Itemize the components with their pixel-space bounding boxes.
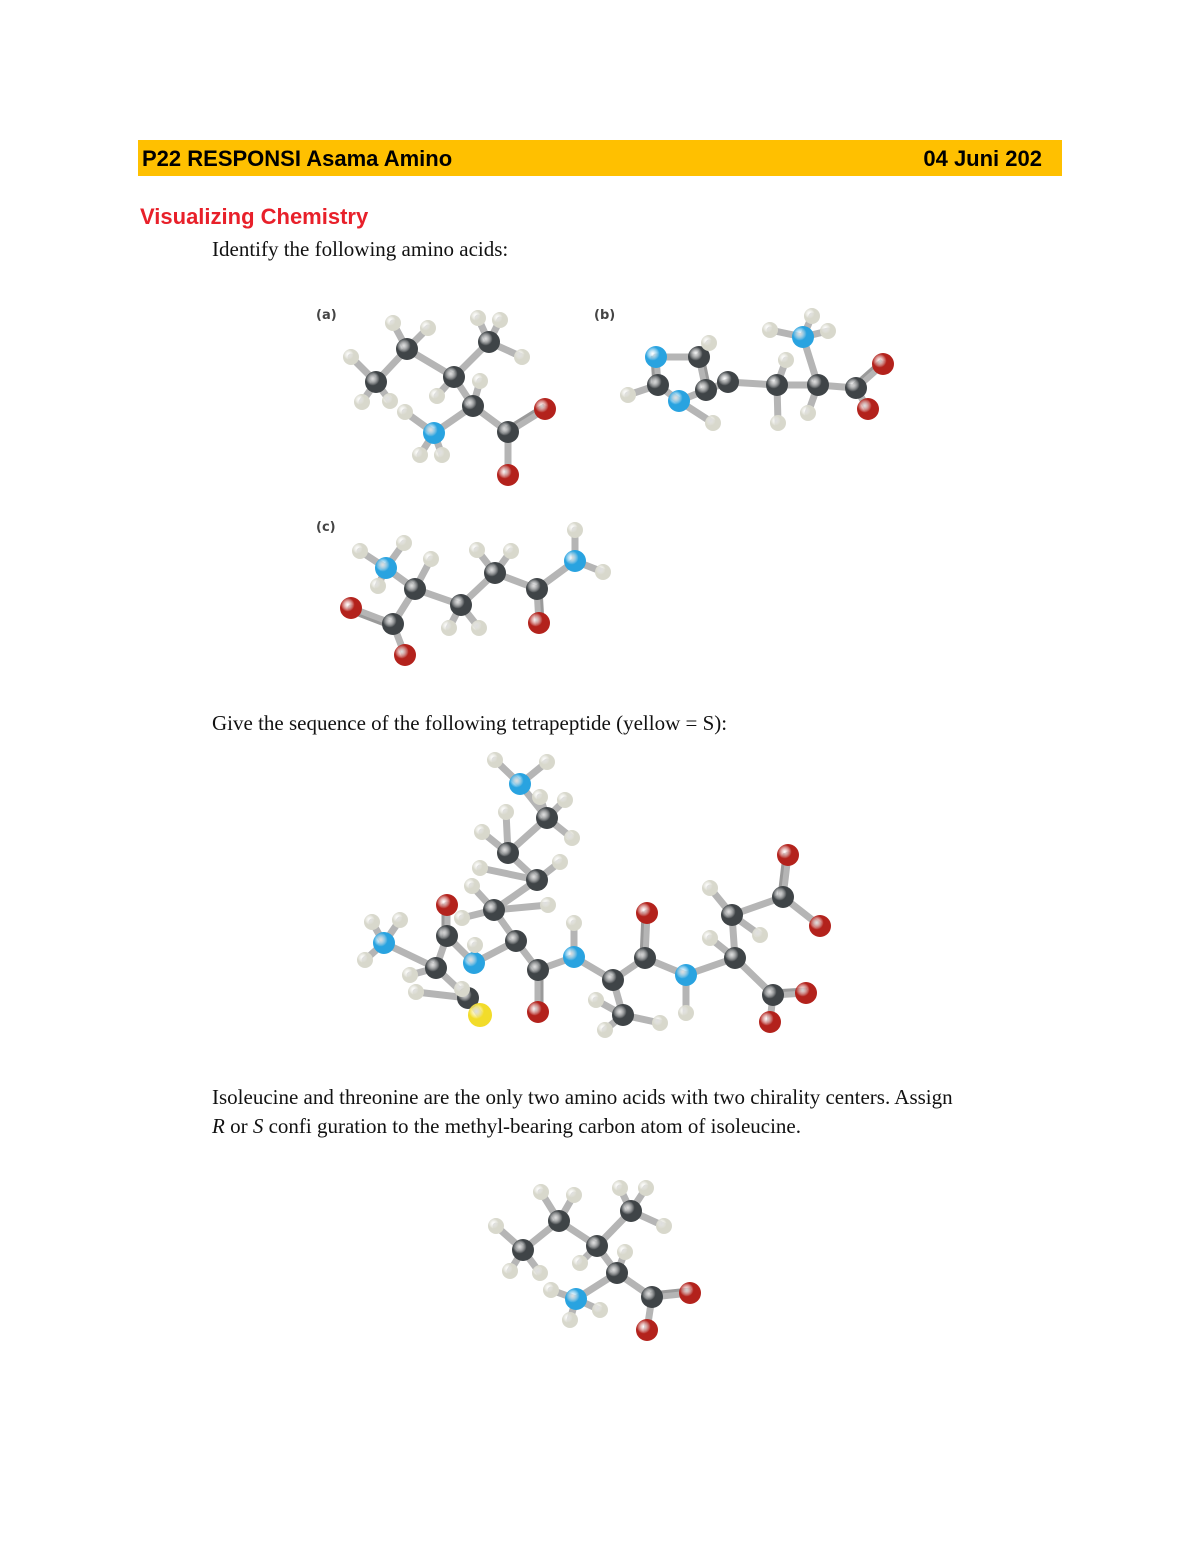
header-date: 04 Juni 202	[923, 146, 1042, 171]
hydrogen-atom	[572, 1255, 588, 1271]
hydrogen-atom	[488, 1218, 504, 1234]
hydrogen-atom	[592, 1302, 608, 1318]
hydrogen-atom	[543, 1282, 559, 1298]
carbon-atom	[620, 1200, 642, 1222]
hydrogen-atom	[617, 1244, 633, 1260]
question-identify-amino-acids: Identify the following amino acids:	[212, 237, 509, 261]
hydrogen-atom	[533, 1184, 549, 1200]
oxygen-atom	[679, 1282, 701, 1304]
hydrogen-atom	[566, 1187, 582, 1203]
carbon-atom	[606, 1262, 628, 1284]
question-isoleucine-chirality-line1: Isoleucine and threonine are the only two amino acids with two chirality centers. Assign	[212, 1085, 953, 1109]
config-r: R	[212, 1114, 225, 1138]
oxygen-atom	[636, 1319, 658, 1341]
hydrogen-atom	[562, 1312, 578, 1328]
hydrogen-atom	[532, 1265, 548, 1281]
config-s: S	[252, 1114, 264, 1138]
panel-label-a: (a)	[316, 308, 337, 323]
carbon-atom	[548, 1210, 570, 1232]
config-rest: confi guration to the methyl-bearing carbon atom of isoleucine.	[263, 1114, 801, 1138]
carbon-atom	[512, 1239, 534, 1261]
carbon-atom	[641, 1286, 663, 1308]
nitrogen-atom	[565, 1288, 587, 1310]
hydrogen-atom	[638, 1180, 654, 1196]
panel-label-c: (c)	[316, 520, 336, 535]
config-or: or	[224, 1114, 253, 1138]
hydrogen-atom	[612, 1180, 628, 1196]
carbon-atom	[586, 1235, 608, 1257]
hydrogen-atom	[656, 1218, 672, 1234]
question-tetrapeptide-sequence: Give the sequence of the following tetrapeptide (yellow = S):	[212, 711, 728, 735]
panel-label-b: (b)	[594, 308, 616, 323]
section-title: Visualizing Chemistry	[140, 204, 369, 229]
hydrogen-atom	[502, 1263, 518, 1279]
header-title: P22 RESPONSI Asama Amino	[142, 146, 453, 171]
